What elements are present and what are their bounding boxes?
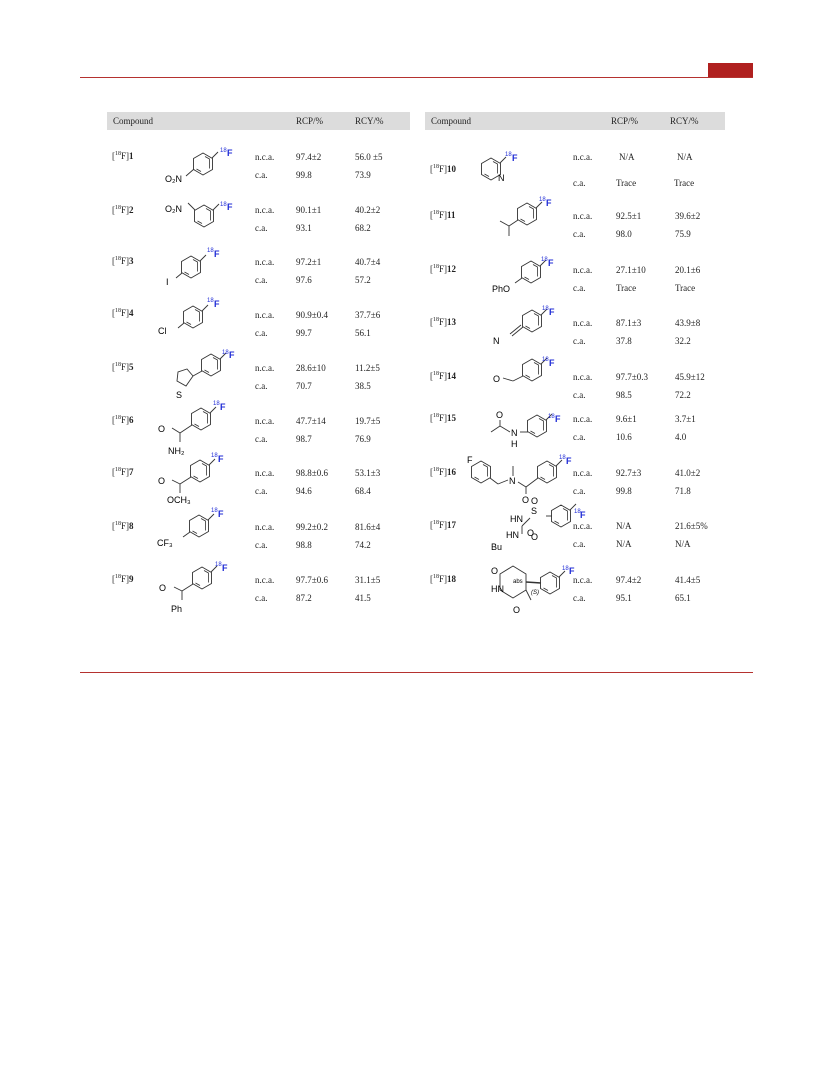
svg-text:O: O: [531, 532, 539, 542]
rcy-ca: 4.0: [675, 432, 687, 442]
rcp-ca: 98.7: [296, 434, 312, 444]
rcy-nca: 45.9±12: [675, 372, 705, 382]
compound-id: [$^{18}$F]12: [430, 264, 457, 274]
rcp-nca: 98.8±0.6: [296, 468, 328, 478]
compound-id: [$^{18}$F]10: [430, 164, 457, 174]
structure-2: [165, 202, 233, 227]
cond-nca: n.c.a.: [573, 318, 593, 328]
svg-text:F: F: [227, 202, 233, 212]
cond-ca: c.a.: [573, 336, 586, 346]
rcy-nca: 81.6±4: [355, 522, 381, 532]
svg-text:O: O: [158, 476, 166, 486]
rcp-ca: Trace: [616, 283, 637, 293]
svg-text:S: S: [531, 506, 538, 516]
svg-text:18: 18: [574, 509, 581, 515]
rcp-ca: 94.6: [296, 486, 312, 496]
svg-text:abs: abs: [513, 579, 523, 585]
rcp-nca: 97.4±2: [296, 152, 322, 162]
rcp-nca: 97.2±1: [296, 257, 322, 267]
svg-text:I: I: [166, 277, 169, 287]
svg-text:HN: HN: [491, 584, 504, 594]
rcy-ca: 41.5: [355, 593, 371, 603]
compound-id: [$^{18}$F]17: [430, 520, 457, 530]
rcp-ca: 98.8: [296, 540, 312, 550]
svg-text:18: 18: [207, 298, 214, 304]
structure-11: [500, 197, 552, 236]
svg-text:O₂N: O₂N: [165, 204, 182, 214]
cond-ca: c.a.: [255, 275, 268, 285]
compound-id: [$^{18}$F]6: [112, 415, 134, 425]
rcy-ca: 74.2: [355, 540, 371, 550]
structure-12: [492, 257, 554, 294]
label-o2n: O₂N: [165, 174, 182, 184]
svg-text:18: 18: [539, 197, 546, 203]
cond-ca: c.a.: [255, 381, 268, 391]
compound-id: [$^{18}$F]16: [430, 467, 457, 477]
cond-ca: c.a.: [573, 486, 586, 496]
structure-14: [493, 357, 555, 384]
structure-10: [482, 152, 519, 183]
svg-text:F: F: [214, 299, 220, 309]
svg-text:18: 18: [215, 562, 222, 568]
cond-ca: c.a.: [255, 593, 268, 603]
compound-id: [$^{18}$F]1: [112, 151, 134, 161]
rcy-nca: 11.2±5: [355, 363, 380, 373]
svg-text:N: N: [493, 336, 500, 346]
rcy-nca: 39.6±2: [675, 211, 701, 221]
rcp-ca: 37.8: [616, 336, 632, 346]
compound-id: [$^{18}$F]15: [430, 413, 457, 423]
svg-text:F: F: [569, 566, 575, 576]
cond-nca: n.c.a.: [573, 211, 593, 221]
svg-text:O: O: [527, 528, 535, 538]
header-rcp: RCP/%: [296, 116, 324, 126]
structure-1: [165, 148, 233, 184]
rcy-nca: N/A: [677, 152, 693, 162]
rcy-ca: Trace: [674, 178, 695, 188]
svg-text:F: F: [220, 402, 226, 412]
svg-text:18: 18: [548, 414, 555, 420]
rcy-ca: Trace: [675, 283, 696, 293]
header-compound: Compound: [107, 112, 248, 130]
svg-text:18: 18: [213, 401, 220, 407]
cond-ca: c.a.: [573, 432, 586, 442]
rcp-ca: 87.2: [296, 593, 312, 603]
header-rcy: RCY/%: [355, 116, 384, 126]
rcp-ca: 93.1: [296, 223, 312, 233]
cond-nca: n.c.a.: [573, 468, 593, 478]
cond-ca: c.a.: [255, 328, 268, 338]
rcp-ca: 98.0: [616, 229, 632, 239]
svg-text:F: F: [549, 358, 555, 368]
cond-nca: n.c.a.: [255, 468, 275, 478]
rcp-ca: 95.1: [616, 593, 632, 603]
rcp-nca: N/A: [619, 152, 635, 162]
rcy-ca: 65.1: [675, 593, 691, 603]
structure-16: [467, 455, 572, 505]
structure-4: [158, 298, 220, 336]
svg-text:NH₂: NH₂: [168, 446, 185, 456]
svg-text:18: 18: [541, 257, 548, 263]
svg-text:18: 18: [222, 350, 229, 356]
svg-text:OCH₃: OCH₃: [167, 495, 191, 505]
compound-id: [$^{18}$F]4: [112, 308, 134, 318]
svg-text:18: 18: [220, 202, 227, 208]
rcy-ca: 75.9: [675, 229, 691, 239]
cond-nca: n.c.a.: [573, 414, 593, 424]
svg-text:18: 18: [559, 455, 566, 461]
svg-text:F: F: [222, 563, 228, 573]
rcp-nca: 92.7±3: [616, 468, 642, 478]
cond-nca: n.c.a.: [255, 205, 275, 215]
svg-text:F: F: [555, 414, 561, 424]
rcp-ca: 97.6: [296, 275, 312, 285]
svg-text:18: 18: [562, 566, 569, 572]
rcp-nca: 28.6±10: [296, 363, 326, 373]
rcy-nca: 56.0 ±5: [355, 152, 383, 162]
rcp-nca: 90.1±1: [296, 205, 322, 215]
svg-text:18: 18: [211, 508, 218, 514]
rcy-nca: 40.2±2: [355, 205, 381, 215]
svg-text:F: F: [548, 258, 554, 268]
rcy-nca: 37.7±6: [355, 310, 381, 320]
rcy-nca: 3.7±1: [675, 414, 696, 424]
rcp-nca: 87.1±3: [616, 318, 642, 328]
svg-text:H: H: [511, 439, 518, 449]
structure-15: [491, 410, 561, 449]
svg-text:18: 18: [542, 306, 549, 312]
cond-nca: n.c.a.: [573, 152, 593, 162]
svg-text:O: O: [491, 566, 499, 576]
rcy-ca: 73.9: [355, 170, 371, 180]
svg-text:PhO: PhO: [492, 284, 511, 294]
structure-8: [157, 508, 224, 548]
svg-text:CF₃: CF₃: [157, 538, 173, 548]
rcp-ca: 99.8: [616, 486, 632, 496]
compound-id: [$^{18}$F]13: [430, 317, 457, 327]
cond-nca: n.c.a.: [573, 521, 593, 531]
rcp-nca: 9.6±1: [616, 414, 637, 424]
rcy-ca: N/A: [675, 539, 691, 549]
rcp-nca: N/A: [616, 521, 632, 531]
svg-text:O: O: [513, 605, 521, 615]
structure-3: [166, 248, 220, 287]
svg-text:18: 18: [505, 152, 512, 158]
svg-text:F: F: [227, 148, 233, 158]
cond-nca: n.c.a.: [255, 152, 275, 162]
cond-nca: n.c.a.: [573, 265, 593, 275]
rcp-ca: Trace: [616, 178, 637, 188]
rcy-nca: 40.7±4: [355, 257, 381, 267]
svg-text:N: N: [511, 428, 518, 438]
compound-id: [$^{18}$F]18: [430, 574, 457, 584]
rcp-nca: 92.5±1: [616, 211, 642, 221]
cond-ca: c.a.: [573, 390, 586, 400]
rcy-nca: 19.7±5: [355, 416, 381, 426]
structure-5: [176, 350, 235, 400]
rcy-nca: 43.9±8: [675, 318, 701, 328]
cond-ca: c.a.: [573, 178, 586, 188]
cond-nca: n.c.a.: [255, 257, 275, 267]
structure-6: [158, 401, 226, 456]
svg-text:F: F: [546, 198, 552, 208]
cond-nca: n.c.a.: [255, 363, 275, 373]
compound-id: [$^{18}$F]8: [112, 521, 134, 531]
rcp-ca: 99.8: [296, 170, 312, 180]
rcp-ca: 70.7: [296, 381, 312, 391]
rcp-nca: 27.1±10: [616, 265, 646, 275]
rcp-nca: 47.7±14: [296, 416, 326, 426]
header-rcp: RCP/%: [611, 116, 639, 126]
rcy-nca: 21.6±5%: [675, 521, 708, 531]
compound-id: [$^{18}$F]11: [430, 210, 456, 220]
cond-ca: c.a.: [255, 540, 268, 550]
header-rcy: RCY/%: [670, 116, 699, 126]
rcp-nca: 90.9±0.4: [296, 310, 328, 320]
svg-text:O: O: [522, 495, 530, 505]
rcp-nca: 99.2±0.2: [296, 522, 328, 532]
rcy-nca: 53.1±3: [355, 468, 381, 478]
svg-text:O: O: [531, 496, 539, 506]
svg-text:F: F: [467, 455, 473, 465]
compound-id: [$^{18}$F]9: [112, 574, 134, 584]
svg-text:HN: HN: [506, 530, 519, 540]
rcy-ca: 76.9: [355, 434, 371, 444]
rcy-nca: 31.1±5: [355, 575, 381, 585]
svg-text:18: 18: [220, 148, 227, 154]
cond-nca: n.c.a.: [255, 575, 275, 585]
rcp-ca: 10.6: [616, 432, 632, 442]
rcy-nca: 20.1±6: [675, 265, 701, 275]
compound-id: [$^{18}$F]3: [112, 256, 134, 266]
cond-nca: n.c.a.: [573, 575, 593, 585]
rcp-ca: 98.5: [616, 390, 632, 400]
header-compound: Compound: [425, 112, 558, 130]
svg-text:F: F: [566, 456, 572, 466]
svg-text:N: N: [498, 173, 505, 183]
structure-17: [491, 496, 586, 552]
rcy-ca: 71.8: [675, 486, 691, 496]
svg-text:18: 18: [542, 357, 549, 363]
svg-text:18: 18: [211, 453, 218, 459]
rcp-ca: 99.7: [296, 328, 312, 338]
cond-nca: n.c.a.: [255, 416, 275, 426]
svg-text:F: F: [512, 153, 518, 163]
structure-9: [159, 562, 228, 614]
rcp-nca: 97.7±0.3: [616, 372, 648, 382]
svg-text:O: O: [158, 424, 166, 434]
structure-13: [493, 306, 555, 346]
rcy-nca: 41.4±5: [675, 575, 701, 585]
svg-text:O: O: [496, 410, 504, 420]
svg-text:N: N: [509, 476, 516, 486]
svg-text:(S): (S): [531, 590, 539, 596]
rcy-ca: 57.2: [355, 275, 371, 285]
compound-id: [$^{18}$F]14: [430, 371, 457, 381]
cond-ca: c.a.: [573, 593, 586, 603]
cond-ca: c.a.: [573, 539, 586, 549]
rcp-nca: 97.4±2: [616, 575, 642, 585]
rcy-ca: 68.2: [355, 223, 371, 233]
svg-text:Ph: Ph: [171, 604, 183, 614]
cond-ca: c.a.: [573, 229, 586, 239]
compound-id: [$^{18}$F]2: [112, 205, 134, 215]
rcp-ca: N/A: [616, 539, 632, 549]
svg-text:HN: HN: [510, 514, 523, 524]
rcy-ca: 72.2: [675, 390, 691, 400]
cond-ca: c.a.: [255, 170, 268, 180]
cond-nca: n.c.a.: [255, 522, 275, 532]
rcy-ca: 68.4: [355, 486, 371, 496]
cond-ca: c.a.: [573, 283, 586, 293]
svg-text:F: F: [580, 510, 586, 520]
cond-ca: c.a.: [255, 223, 268, 233]
cond-nca: n.c.a.: [573, 372, 593, 382]
rcy-nca: 41.0±2: [675, 468, 701, 478]
structure-18: [491, 566, 575, 615]
cond-ca: c.a.: [255, 486, 268, 496]
svg-text:F: F: [214, 249, 220, 259]
compound-id: [$^{18}$F]5: [112, 362, 134, 372]
svg-text:18: 18: [207, 248, 214, 254]
compound-id: [$^{18}$F]7: [112, 467, 134, 477]
svg-text:O: O: [159, 583, 167, 593]
svg-text:F: F: [229, 350, 235, 360]
rcy-ca: 38.5: [355, 381, 371, 391]
svg-text:Bu: Bu: [491, 542, 503, 552]
svg-text:F: F: [218, 509, 224, 519]
rcy-ca: 32.2: [675, 336, 691, 346]
svg-text:F: F: [218, 454, 224, 464]
rcy-ca: 56.1: [355, 328, 371, 338]
structure-7: [158, 453, 224, 505]
cond-nca: n.c.a.: [255, 310, 275, 320]
rcp-nca: 97.7±0.6: [296, 575, 328, 585]
svg-text:S: S: [176, 390, 183, 400]
svg-text:O: O: [493, 374, 501, 384]
cond-ca: c.a.: [255, 434, 268, 444]
svg-text:Cl: Cl: [158, 326, 167, 336]
svg-text:F: F: [549, 307, 555, 317]
